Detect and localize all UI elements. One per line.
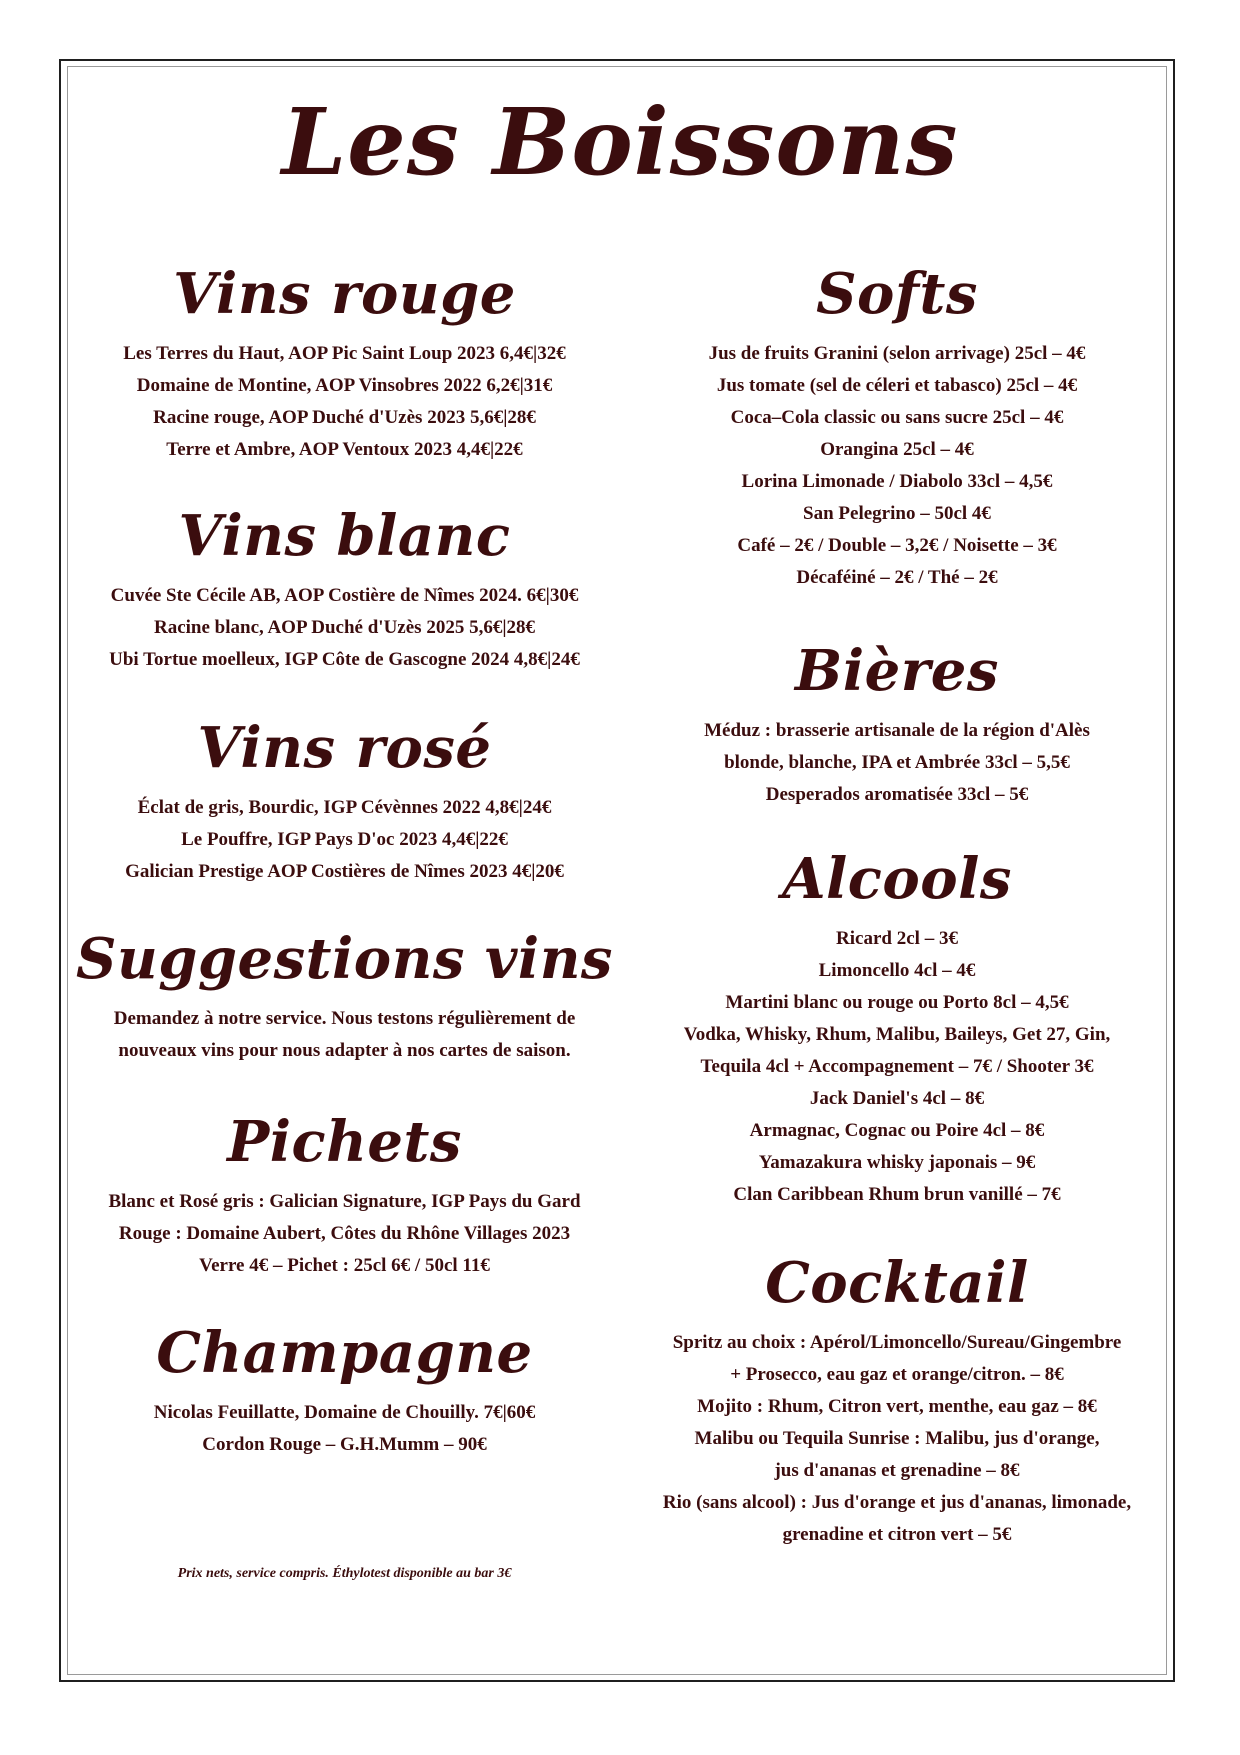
section-vins_blanc: [67, 500, 622, 676]
menu-line: Armagnac, Cognac ou Poire 4cl – 8€: [749, 1120, 1045, 1141]
section-vins_rose: [67, 712, 622, 888]
menu-line: Tequila 4cl + Accompagnement – 7€ / Shooter 3€: [700, 1056, 1094, 1077]
menu-line: Spritz au choix : Apérol/Limoncello/Sureau/Gingembre: [672, 1332, 1122, 1353]
section-title-alcools: Alcools: [782, 846, 1012, 912]
menu-line: Clan Caribbean Rhum brun vanillé – 7€: [733, 1184, 1061, 1205]
section-title-bieres: Bières: [795, 638, 999, 704]
section-cocktail: [627, 1247, 1167, 1551]
menu-line: + Prosecco, eau gaz et orange/citron. – 8€: [730, 1364, 1064, 1385]
menu-line: Racine rouge, AOP Duché d'Uzès 2023 5,6€|28€: [153, 407, 536, 428]
menu-line: Rouge : Domaine Aubert, Côtes du Rhône Villages 2023: [118, 1223, 571, 1244]
menu-line: Limoncello 4cl – 4€: [818, 960, 976, 981]
menu-line: Coca–Cola classic ou sans sucre 25cl – 4€: [730, 407, 1064, 428]
section-softs: [627, 258, 1167, 594]
menu-line: Orangina 25cl – 4€: [820, 439, 974, 460]
section-title-suggestions: Suggestions vins: [76, 926, 613, 992]
menu-line: Yamazakura whisky japonais – 9€: [758, 1152, 1036, 1173]
section-title-vins_rouge: Vins rouge: [173, 261, 516, 327]
menu-line: Desperados aromatisée 33cl – 5€: [765, 784, 1029, 805]
menu-line: Jus de fruits Granini (selon arrivage) 25cl – 4€: [708, 343, 1086, 364]
section-champagne: [67, 1317, 622, 1461]
menu-line: Jack Daniel's 4cl – 8€: [809, 1088, 985, 1109]
menu-line: Galician Prestige AOP Costières de Nîmes 2023 4€|20€: [125, 861, 564, 882]
menu-line: Jus tomate (sel de céleri et tabasco) 25cl – 4€: [716, 375, 1078, 396]
menu-line: Éclat de gris, Bourdic, IGP Cévènnes 2022 4,8€|24€: [137, 797, 552, 818]
section-title-vins_rose: Vins rosé: [197, 715, 492, 781]
menu-line: grenadine et citron vert – 5€: [782, 1524, 1012, 1545]
section-bieres: [627, 635, 1167, 811]
menu-line: Cuvée Ste Cécile AB, AOP Costière de Nîmes 2024. 6€|30€: [110, 585, 579, 606]
section-title-softs: Softs: [816, 261, 978, 327]
section-alcools: [627, 843, 1167, 1211]
menu-line: blonde, blanche, IPA et Ambrée 33cl – 5,5€: [724, 752, 1070, 773]
menu-line: Le Pouffre, IGP Pays D'oc 2023 4,4€|22€: [181, 829, 508, 850]
menu-line: Malibu ou Tequila Sunrise : Malibu, jus d'orange,: [694, 1428, 1100, 1449]
menu-line: Terre et Ambre, AOP Ventoux 2023 4,4€|22€: [166, 439, 523, 460]
menu-line: Ubi Tortue moelleux, IGP Côte de Gascogne 2024 4,8€|24€: [109, 649, 580, 670]
section-title-champagne: Champagne: [156, 1320, 533, 1386]
section-suggestions: [67, 923, 622, 1067]
menu-line: Blanc et Rosé gris : Galician Signature, IGP Pays du Gard: [108, 1191, 581, 1212]
menu-line: Martini blanc ou rouge ou Porto 8cl – 4,5€: [725, 992, 1069, 1013]
menu-line: Ricard 2cl – 3€: [836, 928, 958, 949]
section-vins_rouge: [67, 258, 622, 466]
menu-line: Cordon Rouge – G.H.Mumm – 90€: [202, 1434, 487, 1455]
menu-line: Domaine de Montine, AOP Vinsobres 2022 6,2€|31€: [136, 375, 553, 396]
menu-line: Décaféiné – 2€ / Thé – 2€: [796, 567, 998, 588]
menu-title: Les Boissons: [281, 88, 959, 196]
menu-line: Lorina Limonade / Diabolo 33cl – 4,5€: [741, 471, 1053, 492]
footnote: Prix nets, service compris. Éthylotest disponible au bar 3€: [177, 1566, 512, 1581]
menu-line: Racine blanc, AOP Duché d'Uzès 2025 5,6€|28€: [153, 617, 536, 638]
menu-line: Demandez à notre service. Nous testons régulièrement de: [113, 1008, 576, 1029]
menu-line: Nicolas Feuillatte, Domaine de Chouilly. 7€|60€: [153, 1402, 536, 1423]
section-title-vins_blanc: Vins blanc: [178, 503, 511, 569]
menu-line: jus d'ananas et grenadine – 8€: [774, 1460, 1020, 1481]
menu-line: nouveaux vins pour nous adapter à nos cartes de saison.: [118, 1040, 571, 1061]
menu-line: San Pelegrino – 50cl 4€: [803, 503, 991, 524]
menu-line: Mojito : Rhum, Citron vert, menthe, eau gaz – 8€: [697, 1396, 1097, 1417]
menu-line: Les Terres du Haut, AOP Pic Saint Loup 2023 6,4€|32€: [123, 343, 566, 364]
section-title-cocktail: Cocktail: [765, 1250, 1029, 1316]
menu-line: Vodka, Whisky, Rhum, Malibu, Baileys, Get 27, Gin,: [683, 1024, 1111, 1045]
menu-line: Café – 2€ / Double – 3,2€ / Noisette – 3€: [737, 535, 1057, 556]
section-title-pichets: Pichets: [227, 1109, 462, 1175]
menu-line: Rio (sans alcool) : Jus d'orange et jus d'ananas, limonade,: [662, 1492, 1132, 1513]
section-pichets: [67, 1106, 622, 1282]
menu-line: Verre 4€ – Pichet : 25cl 6€ / 50cl 11€: [199, 1255, 490, 1276]
menu-line: Méduz : brasserie artisanale de la région d'Alès: [704, 720, 1090, 741]
